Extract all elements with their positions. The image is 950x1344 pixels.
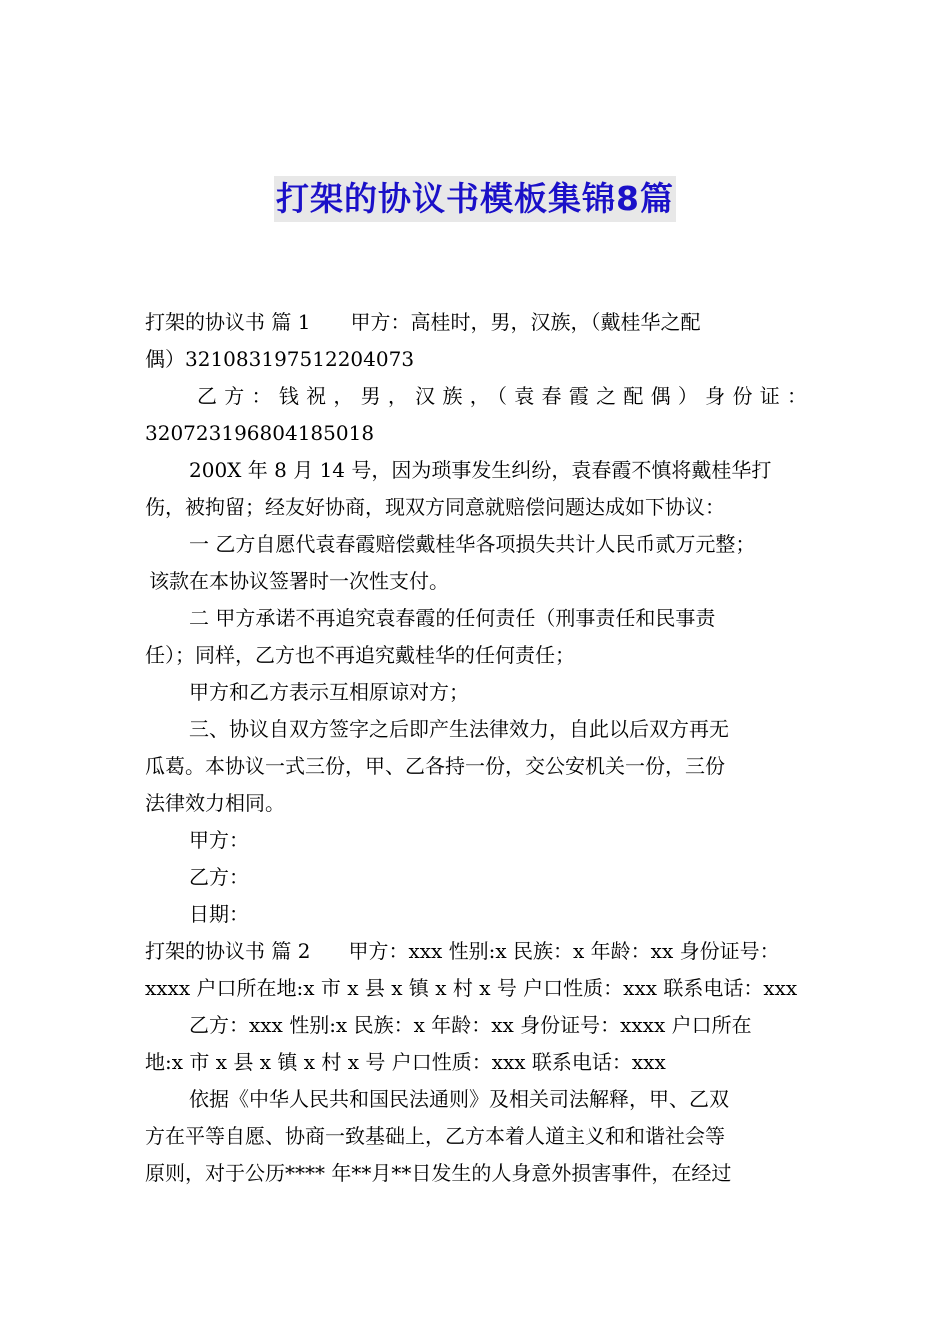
paragraph-line: 任）；同样，乙方也不再追究戴桂华的任何责任； bbox=[145, 643, 575, 667]
paragraph-line: 法律效力相同。 bbox=[145, 791, 285, 815]
signature-party-a: 甲方： bbox=[189, 828, 249, 852]
paragraph-line: 伤，被拘留；经友好协商，现双方同意就赔偿问题达成如下协议： bbox=[145, 495, 725, 519]
section-heading: 打架的协议书 篇 2 bbox=[145, 939, 311, 963]
paragraph-line: 方在平等自愿、协商一致基础上，乙方本着人道主义和和谐社会等 bbox=[145, 1124, 725, 1148]
paragraph-line: 偶）321083197512204073 bbox=[145, 347, 415, 371]
paragraph-line: 320723196804185018 bbox=[145, 421, 375, 445]
paragraph-line: 原则，对于公历**** 年**月**日发生的人身意外损害事件，在经过 bbox=[145, 1161, 732, 1185]
party-a-text: 甲方：xxx 性别:x 民族：x 年龄：xx 身份证号： bbox=[348, 939, 780, 963]
document-title: 打架的协议书模板集锦8篇 bbox=[274, 176, 676, 222]
paragraph-line: 一 乙方自愿代袁春霞赔偿戴桂华各项损失共计人民币贰万元整； bbox=[189, 532, 756, 556]
paragraph-line: 三、协议自双方签字之后即产生法律效力，自此以后双方再无 bbox=[189, 717, 729, 741]
section-heading: 打架的协议书 篇 1 bbox=[145, 310, 311, 334]
paragraph-line bbox=[145, 933, 807, 970]
paragraph-line: 依据《中华人民共和国民法通则》及相关司法解释，甲、乙双 bbox=[189, 1087, 729, 1111]
paragraph-line bbox=[145, 304, 807, 341]
paragraph-line: 地:x 市 x 县 x 镇 x 村 x 号 户口性质：xxx 联系电话：xxx bbox=[145, 1050, 666, 1074]
paragraph-line: 乙方：钱祝，男，汉族，（袁春霞之配偶）身份证： bbox=[197, 384, 807, 408]
paragraph-line: 瓜葛。本协议一式三份，甲、乙各持一份，交公安机关一份，三份 bbox=[145, 754, 725, 778]
paragraph-line: 二 甲方承诺不再追究袁春霞的任何责任（刑事责任和民事责 bbox=[189, 606, 716, 630]
paragraph-line: 乙方：xxx 性别:x 民族：x 年龄：xx 身份证号：xxxx 户口所在 bbox=[189, 1013, 752, 1037]
signature-party-b: 乙方： bbox=[189, 865, 249, 889]
paragraph-line: 甲方和乙方表示互相原谅对方； bbox=[189, 680, 469, 704]
party-a-text: 甲方：高桂时，男，汉族，（戴桂华之配 bbox=[350, 310, 701, 334]
document-body bbox=[145, 304, 807, 1192]
paragraph-line: 200X 年 8 月 14 号，因为琐事发生纠纷，袁春霞不慎将戴桂华打 bbox=[189, 458, 772, 482]
signature-date: 日期： bbox=[189, 902, 249, 926]
paragraph-line: xxxx 户口所在地:x 市 x 县 x 镇 x 村 x 号 户口性质：xxx 联系电话：xxx bbox=[145, 976, 798, 1000]
paragraph-line: 该款在本协议签署时一次性支付。 bbox=[149, 569, 449, 593]
title-container bbox=[0, 176, 950, 222]
